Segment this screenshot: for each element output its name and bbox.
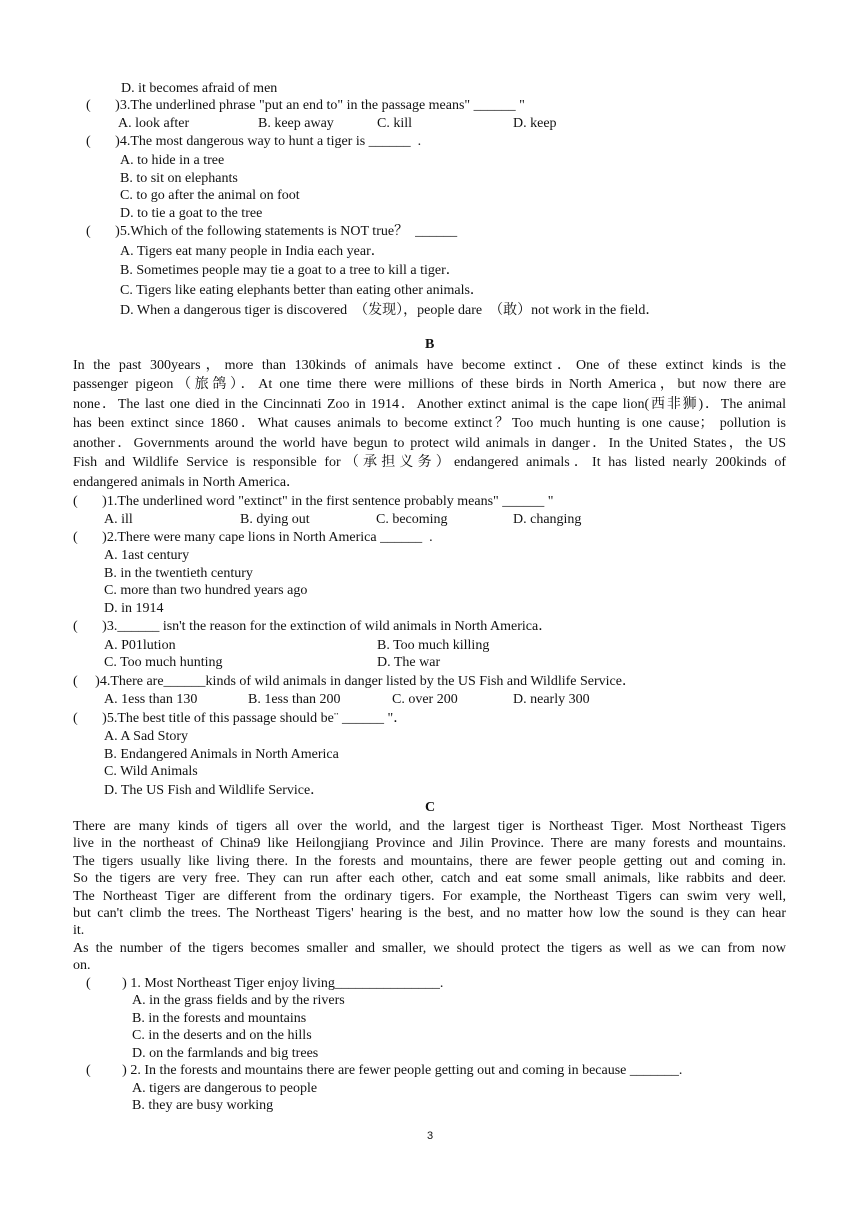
passage-line: The Northeast Tiger are different from the ordinary tigers. For example, the Northeast Tigers can swim very well, (73, 889, 786, 904)
passage-line: has been extinct since 1860．What causes animals to become extinct？Too much hunting is one cause； pollution is (73, 416, 786, 431)
option-text: D. The war (377, 655, 441, 670)
question-text: ( )4.There are______kinds of wild animals in danger listed by the US Fish and Wildlife Service． (73, 674, 636, 689)
option-text: A. 1ast century (104, 548, 190, 563)
option-text: C. Wild Animals (104, 764, 198, 779)
option-text: C. over 200 (392, 692, 458, 707)
option-text: D. on the farmlands and big trees (132, 1046, 319, 1061)
option-text: D. it becomes afraid of men (121, 81, 278, 96)
answer-blank: _______________. (334, 976, 444, 991)
question-text: ( ) 2. In the forests and mountains there are fewer people getting out and coming in because _______. (86, 1063, 683, 1078)
option-text: B. Endangered Animals in North America (104, 747, 339, 762)
option-text: D. in 1914 (104, 601, 164, 616)
option-text: A. Tigers eat many people in India each year． (120, 244, 385, 259)
option-text: A. ill (104, 512, 133, 527)
passage-line: The tigers usually like living there. In the forests and mountains, there are fewer people getting out and coming in. (73, 854, 786, 869)
option-text: A. look after (118, 116, 190, 131)
passage-line: So the tigers are very free. They can run after each other, catch and eat some small animals, like rabbits and deer. (73, 871, 786, 886)
option-text: B. they are busy working (132, 1098, 274, 1113)
option-text: A. A Sad Story (104, 729, 189, 744)
passage-line: it. (73, 923, 85, 938)
question-prefix: ( ) 1. Most Northeast Tiger enjoy living (86, 976, 335, 991)
passage-line: on. (73, 958, 91, 973)
option-text: B. in the twentieth century (104, 566, 253, 581)
question-text: ( )2.There were many cape lions in North America ______ . (73, 530, 433, 545)
option-text: A. to hide in a tree (120, 153, 225, 168)
option-text: A. in the grass fields and by the rivers (132, 993, 345, 1008)
option-text: D. changing (513, 512, 582, 527)
question-text: ( )5.Which of the following statements is NOT true？ ______ (86, 224, 458, 239)
passage-line: endangered animals in North America． (73, 475, 301, 490)
passage-line: There are many kinds of tigers all over the world, and the largest tiger is Northeast Tiger. Most Northeast Tigers (73, 819, 786, 834)
passage-line: Fish and Wildlife Service is responsible for（承担义务）endangered animals．It has listed nearly 200kinds of (73, 455, 786, 470)
option-text: C. becoming (376, 512, 448, 527)
option-text: B. to sit on elephants (120, 171, 238, 186)
option-text: A. tigers are dangerous to people (132, 1081, 318, 1096)
option-text: C. to go after the animal on foot (120, 188, 300, 203)
option-text: B. in the forests and mountains (132, 1011, 307, 1026)
question-text: ( )3.______ isn't the reason for the extinction of wild animals in North America． (73, 619, 553, 634)
option-text: C. Tigers like eating elephants better than eating other animals． (120, 283, 484, 298)
option-text: B. Too much killing (377, 638, 490, 653)
option-text: C. in the deserts and on the hills (132, 1028, 312, 1043)
passage-line: passenger pigeon（旅鸽）．At one time there were millions of these birds in North America，but now there are (73, 377, 786, 392)
passage-line: As the number of the tigers becomes smaller and smaller, we should protect the tigers as well as we can from now (73, 941, 786, 956)
option-text: D. keep (513, 116, 557, 131)
option-text: D. The US Fish and Wildlife Service． (104, 783, 325, 798)
option-text: B. keep away (258, 116, 334, 131)
option-text: B. Sometimes people may tie a goat to a tree to kill a tiger． (120, 263, 460, 278)
section-heading: B (425, 337, 435, 352)
page-number: 3 (426, 1130, 434, 1142)
option-text: C. more than two hundred years ago (104, 583, 308, 598)
passage-line: live in the northeast of China9 like Heilongjiang Province and Jilin Province. There are many forests and mountains. (73, 836, 786, 851)
option-text: D. When a dangerous tiger is discovered （发现），people dare （敢）not work in the field． (120, 303, 660, 318)
question-text: ( )5.The best title of this passage should be¨ ______ "． (73, 711, 408, 726)
question-text: ( )3.The underlined phrase "put an end to" in the passage means" ______ " (86, 98, 525, 113)
question-text: ( )4.The most dangerous way to hunt a tiger is ______ . (86, 134, 422, 149)
option-text: C. Too much hunting (104, 655, 223, 670)
question-text: ( )1.The underlined word "extinct" in the first sentence probably means" ______ " (73, 494, 554, 509)
option-text: A. P01lution (104, 638, 176, 653)
question-text (86, 975, 443, 992)
option-text: D. nearly 300 (513, 692, 590, 707)
option-text: C. kill (377, 116, 413, 131)
section-heading: C (425, 800, 436, 815)
passage-line: but can't climb the trees. The Northeast Tigers' hearing is the best, and no matter how low the sound is they can hear (73, 906, 786, 921)
passage-line: In the past 300years，more than 130kinds of animals have become extinct．One of these extinct kinds is the (73, 358, 786, 373)
passage-line: none．The last one died in the Cincinnati Zoo in 1914．Another extinct animal is the cape lion(西非狮)．The animal (73, 397, 786, 412)
option-text: B. 1ess than 200 (248, 692, 341, 707)
option-text: A. 1ess than 130 (104, 692, 198, 707)
passage-line: another．Governments around the world have begun to protect wild animals in danger．In the United States，the US (73, 436, 786, 451)
option-text: B. dying out (240, 512, 310, 527)
option-text: D. to tie a goat to the tree (120, 206, 263, 221)
